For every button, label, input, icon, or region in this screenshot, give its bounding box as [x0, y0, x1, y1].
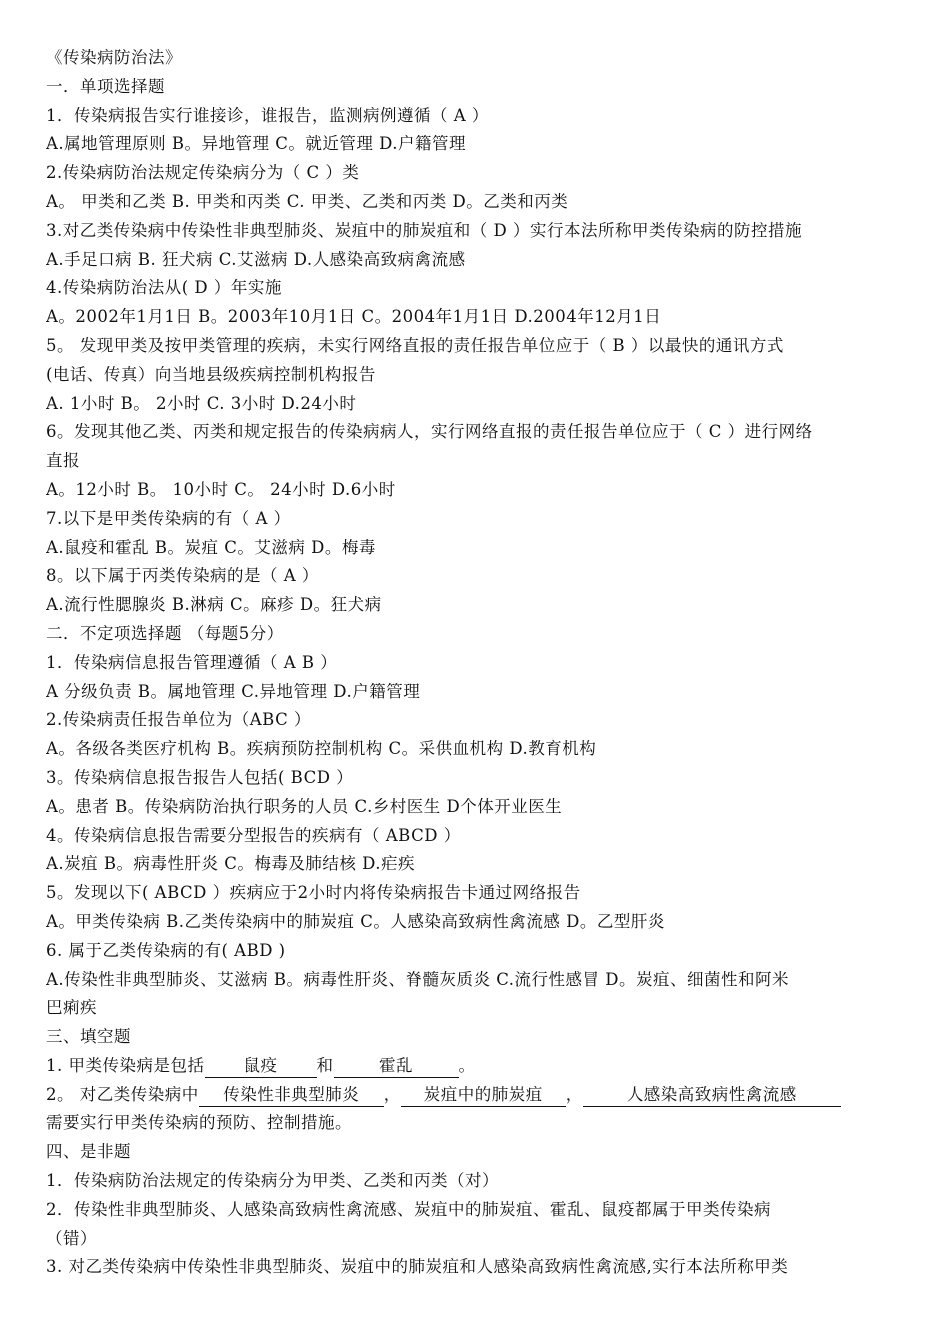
text-line: 8。以下属于丙类传染病的是（ A ）: [46, 566, 319, 586]
text-line: (电话、传真）向当地县级疾病控制机构报告: [46, 364, 376, 384]
text-line: 5。 发现甲类及按甲类管理的疾病，未实行网络直报的责任报告单位应于（ B ）以最快的通讯方式: [46, 335, 784, 355]
tf-line: 1．传染病防治法规定的传染病分为甲类、乙类和丙类（对）: [46, 1171, 499, 1191]
text-line: 6。发现其他乙类、丙类和规定报告的传染病病人，实行网络直报的责任报告单位应于（ C ）进行网络: [46, 422, 813, 442]
text-line: 4。传染病信息报告需要分型报告的疾病有（ ABCD ）: [46, 825, 461, 845]
text-line: 1．传染病信息报告管理遵循（ A B ）: [46, 652, 338, 672]
fill-q2-continuation: 需要实行甲类传染病的预防、控制措施。: [46, 1113, 352, 1133]
text-line: A。12小时 B。 10小时 C。 24小时 D.6小时: [46, 479, 396, 499]
text-line: 《传染病防治法》: [46, 48, 182, 67]
text-line: 5。发现以下( ABCD ）疾病应于2小时内将传染病报告卡通过网络报告: [46, 883, 581, 903]
text-line: A.鼠疫和霍乱 B。炭疽 C。艾滋病 D。梅毒: [46, 537, 376, 557]
text-line: 7.以下是甲类传染病的有（ A ）: [46, 508, 291, 528]
text-line: 三、填空题: [46, 1027, 131, 1047]
tf-line: 四、是非题: [46, 1142, 131, 1162]
fill-q2-answer-b: 炭疽中的肺炭疽: [401, 1084, 566, 1107]
fill-q1-prefix: 1. 甲类传染病是包括: [46, 1055, 205, 1075]
text-line: 巴痢疾: [46, 998, 97, 1018]
fill-blank-q1: [46, 1052, 916, 1081]
text-line: A。2002年1月1日 B。2003年10月1日 C。2004年1月1日 D.2004年12月1日: [46, 307, 662, 327]
text-line: A.手足口病 B. 狂犬病 C.艾滋病 D.人感染高致病禽流感: [46, 249, 466, 269]
text-line: A.炭疽 B。病毒性肝炎 C。梅毒及肺结核 D.疟疾: [46, 854, 416, 874]
text-line: 6. 属于乙类传染病的有( ABD ): [46, 940, 286, 960]
fill-q2-answer-c: 人感染高致病性禽流感: [583, 1084, 841, 1107]
text-line: 3.对乙类传染病中传染性非典型肺炎、炭疽中的肺炭疽和（ D ）实行本法所称甲类传染病的防控措施: [46, 220, 802, 240]
text-line: 4.传染病防治法从( D ）年实施: [46, 278, 282, 298]
fill-q1-end: 。: [458, 1055, 476, 1075]
fill-q1-answer-a: 鼠疫: [205, 1055, 317, 1078]
text-line: A.传染性非典型肺炎、艾滋病 B。病毒性肝炎、脊髓灰质炎 C.流行性感冒 D。炭疽、细菌性和阿米: [46, 969, 790, 989]
text-line: 2.传染病责任报告单位为（ABC ）: [46, 710, 311, 730]
tf-line: （错）: [46, 1228, 97, 1248]
text-line: 3。传染病信息报告报告人包括( BCD ）: [46, 767, 354, 787]
text-line: 二．不定项选择题 （每题5分）: [46, 623, 284, 643]
tf-line: 2．传染性非典型肺炎、人感染高致病性禽流感、炭疽中的肺炭疽、霍乱、鼠疫都属于甲类传染病: [46, 1199, 771, 1219]
question-lines: [46, 44, 916, 1052]
fill-blank-q2: [46, 1081, 916, 1110]
true-false-lines: [46, 1138, 916, 1282]
fill-q2-answer-a: 传染性非典型肺炎: [199, 1084, 384, 1107]
fill-q2-sep1: ，: [383, 1084, 401, 1104]
text-line: A。甲类传染病 B.乙类传染病中的肺炭疽 C。人感染高致病性禽流感 D。乙型肝炎: [46, 911, 665, 931]
text-line: A 分级负责 B。属地管理 C.异地管理 D.户籍管理: [46, 681, 421, 701]
fill-q1-answer-b: 霍乱: [334, 1055, 459, 1078]
text-line: A。患者 B。传染病防治执行职务的人员 C.乡村医生 D个体开业医生: [46, 796, 563, 816]
text-line: 直报: [46, 451, 80, 471]
text-line: 1．传染病报告实行谁接诊，谁报告，监测病例遵循（ A ）: [46, 105, 489, 125]
tf-line: 3. 对乙类传染病中传染性非典型肺炎、炭疽中的肺炭疽和人感染高致病性禽流感,实行本法所称甲类: [46, 1257, 789, 1277]
text-line: 一．单项选择题: [46, 76, 165, 96]
fill-q1-mid: 和: [316, 1055, 334, 1075]
document-body: [46, 44, 916, 1282]
text-line: 2.传染病防治法规定传染病分为（ C ）类: [46, 163, 360, 183]
text-line: A。各级各类医疗机构 B。疾病预防控制机构 C。采供血机构 D.教育机构: [46, 739, 597, 759]
text-line: A.流行性腮腺炎 B.淋病 C。麻疹 D。狂犬病: [46, 595, 382, 615]
fill-q2-prefix: 2。 对乙类传染病中: [46, 1084, 199, 1104]
text-line: A. 1小时 B。 2小时 C. 3小时 D.24小时: [46, 393, 357, 413]
text-line: A.属地管理原则 B。异地管理 C。就近管理 D.户籍管理: [46, 134, 467, 154]
text-line: A。 甲类和乙类 B. 甲类和丙类 C. 甲类、乙类和丙类 D。乙类和丙类: [46, 191, 569, 211]
fill-q2-sep2: ，: [565, 1084, 583, 1104]
